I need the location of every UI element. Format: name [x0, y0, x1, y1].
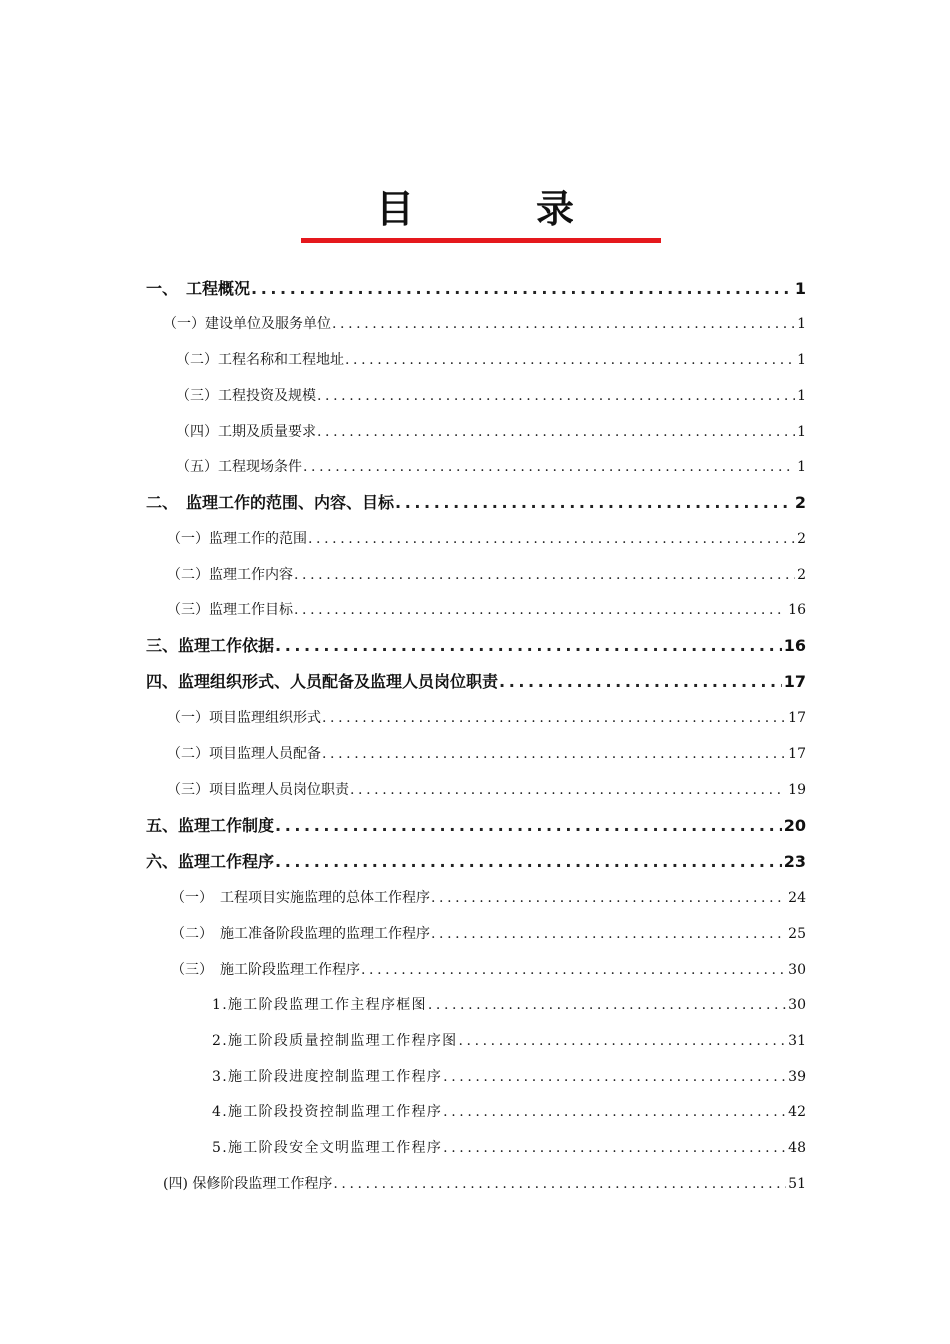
dot-leader: [275, 813, 782, 839]
dot-leader: [431, 885, 786, 911]
dot-leader: [294, 562, 795, 588]
dot-leader: [294, 597, 786, 623]
toc-page-number: 42: [788, 1104, 806, 1120]
toc-page-number: 25: [788, 926, 806, 942]
toc-entry-label: （二） 施工准备阶段监理的监理工作程序: [171, 926, 430, 942]
toc-page-number: 1: [797, 316, 806, 332]
toc-page-number: 51: [788, 1176, 806, 1192]
dot-leader: [275, 849, 782, 875]
toc-entry[interactable]: [212, 1064, 806, 1090]
toc-entry-label: （二）监理工作内容: [167, 567, 293, 583]
toc-page-number: 17: [788, 746, 806, 762]
toc-entry-label: （一）建设单位及服务单位: [163, 316, 331, 332]
dot-leader: [350, 777, 786, 803]
dot-leader: [322, 705, 786, 731]
toc-entry-label: 三、监理工作依据: [146, 636, 275, 655]
toc-entry-label: 4.施工阶段投资控制监理工作程序: [212, 1104, 443, 1120]
dot-leader: [499, 669, 782, 695]
toc-entry-label: （三） 施工阶段监理工作程序: [171, 962, 360, 978]
toc-entry-label: （二）工程名称和工程地址: [176, 352, 344, 368]
toc-page-number: 30: [788, 962, 806, 978]
toc-entry[interactable]: [212, 1028, 806, 1054]
toc-entry[interactable]: [167, 562, 806, 588]
toc-page-number: 1: [797, 424, 806, 440]
toc-page-number: 1: [797, 388, 806, 404]
toc-page-number: 17: [788, 710, 806, 726]
toc-entry-label: 3.施工阶段进度控制监理工作程序: [212, 1069, 443, 1085]
dot-leader: [308, 526, 795, 552]
toc-entry-label: （一）项目监理组织形式: [167, 710, 321, 726]
toc-entry[interactable]: [163, 1171, 806, 1197]
toc-page-number: 16: [783, 636, 806, 655]
toc-entry-label: （三）工程投资及规模: [176, 388, 316, 404]
toc-entry-label: 5.施工阶段安全文明监理工作程序: [212, 1140, 443, 1156]
toc-entry[interactable]: [171, 921, 806, 947]
toc-entry-label: 2.施工阶段质量控制监理工作程序图: [212, 1033, 458, 1049]
dot-leader: [322, 741, 786, 767]
dot-leader: [443, 1135, 786, 1161]
toc-entry-label: 一、 工程概况: [146, 279, 251, 298]
toc-entry[interactable]: [167, 777, 806, 803]
toc-page-number: 2: [797, 531, 806, 547]
dot-leader: [251, 276, 793, 302]
toc-entry[interactable]: [167, 526, 806, 552]
toc-entry-label: 六、监理工作程序: [146, 852, 275, 871]
dot-leader: [361, 957, 786, 983]
toc-page-number: 39: [788, 1069, 806, 1085]
page-title: 目 录: [375, 187, 616, 231]
dot-leader: [458, 1028, 786, 1054]
dot-leader: [428, 992, 786, 1018]
toc-entry[interactable]: [167, 597, 806, 623]
toc-page-number: 1: [797, 352, 806, 368]
toc-page-number: 19: [788, 782, 806, 798]
toc-entry[interactable]: [167, 705, 806, 731]
toc-entry[interactable]: [212, 992, 806, 1018]
toc-page-number: 17: [783, 672, 806, 691]
toc-entry-label: 五、监理工作制度: [146, 816, 275, 835]
toc-page-number: 23: [783, 852, 806, 871]
toc-page-number: 1: [797, 459, 806, 475]
toc-entry-label: 1.施工阶段监理工作主程序框图: [212, 997, 427, 1013]
dot-leader: [317, 383, 795, 409]
toc-entry[interactable]: [176, 454, 806, 480]
dot-leader: [431, 921, 786, 947]
toc-entry[interactable]: [146, 276, 806, 302]
toc-entry[interactable]: [171, 885, 806, 911]
dot-leader: [443, 1064, 786, 1090]
toc-page-number: 48: [788, 1140, 806, 1156]
toc-entry-label: 二、 监理工作的范围、内容、目标: [146, 493, 395, 512]
dot-leader: [443, 1099, 786, 1125]
toc-entry-label: （五）工程现场条件: [176, 459, 302, 475]
toc-entry[interactable]: [146, 813, 806, 839]
toc-entry[interactable]: [212, 1135, 806, 1161]
toc-entry-label: （一） 工程项目实施监理的总体工作程序: [171, 890, 430, 906]
dot-leader: [345, 347, 795, 373]
dot-leader: [303, 454, 795, 480]
dot-leader: [317, 419, 795, 445]
dot-leader: [333, 1171, 786, 1197]
toc-entry-label: （四）工期及质量要求: [176, 424, 316, 440]
toc-page-number: 20: [783, 816, 806, 835]
toc-page-number: 2: [797, 567, 806, 583]
toc-entry[interactable]: [176, 383, 806, 409]
toc-entry[interactable]: [171, 957, 806, 983]
toc-entry-label: （三）项目监理人员岗位职责: [167, 782, 349, 798]
toc-entry-label: （一）监理工作的范围: [167, 531, 307, 547]
toc-entry[interactable]: [212, 1099, 806, 1125]
toc-entry[interactable]: [146, 849, 806, 875]
toc-page-number: 16: [788, 602, 806, 618]
toc-entry[interactable]: [176, 347, 806, 373]
toc-page-number: 31: [788, 1033, 806, 1049]
toc-entry-label: （二）项目监理人员配备: [167, 746, 321, 762]
toc-entry-label: 四、监理组织形式、人员配备及监理人员岗位职责: [146, 672, 499, 691]
toc-page-number: 1: [794, 279, 806, 298]
toc-page-number: 24: [788, 890, 806, 906]
toc-page-number: 30: [788, 997, 806, 1013]
toc-entry[interactable]: [176, 419, 806, 445]
toc-entry[interactable]: [146, 669, 806, 695]
toc-page-number: 2: [794, 493, 806, 512]
dot-leader: [332, 311, 795, 337]
toc-entry-label: (四) 保修阶段监理工作程序: [163, 1176, 333, 1192]
toc-entry[interactable]: [167, 741, 806, 767]
title-underline: [301, 238, 661, 243]
toc-entry-label: （三）监理工作目标: [167, 602, 293, 618]
toc-entry[interactable]: [146, 490, 806, 516]
dot-leader: [395, 490, 793, 516]
toc-entry[interactable]: [146, 633, 806, 659]
toc-entry[interactable]: [163, 311, 806, 337]
dot-leader: [275, 633, 782, 659]
